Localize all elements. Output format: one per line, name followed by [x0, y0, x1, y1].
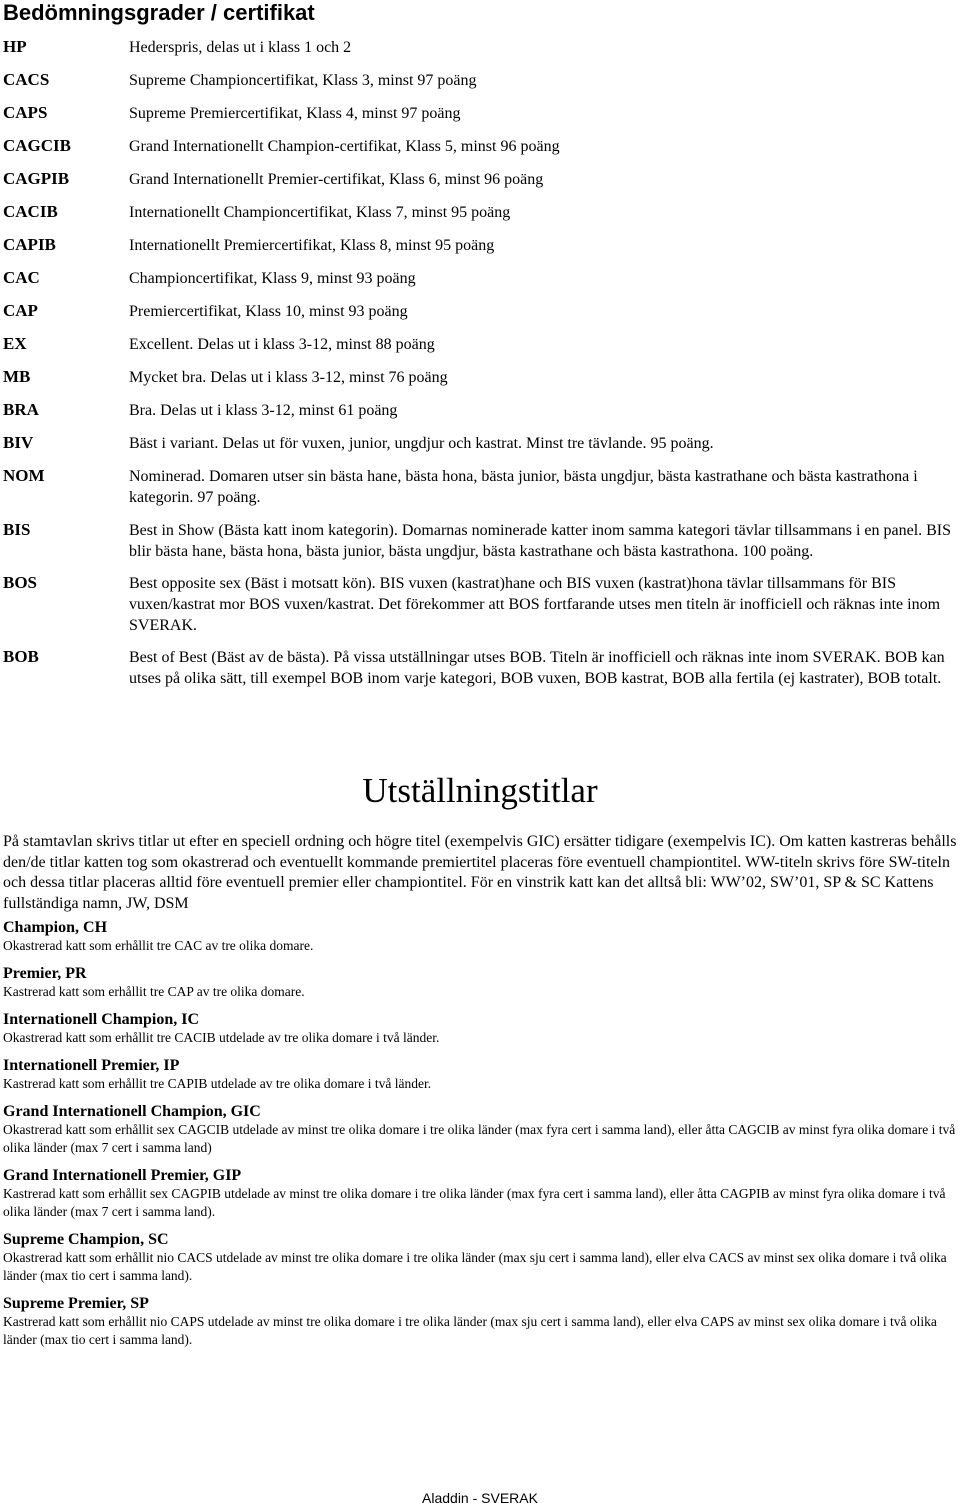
grade-abbr: CACS	[3, 70, 50, 89]
intro-paragraph: På stamtavlan skrivs titlar ut efter en speciell ordning och högre titel (exempelvis GIC) ersätter tidigare (exempelvis IC). Om katten kastreras behålls den/de titlar katten tog som okastrerad och eventuellt kommande premiertitel placeras före eventuell championtitel. WW-titeln skrivs före SW-titeln och dessa titlar placeras alltid före eventuell premier eller championtitel. För en vinstrik katt kan det alltså bli: WW’02, SW’01, SP & SC Kattens fullständiga namn, JW, DSM	[3, 833, 957, 913]
grade-row	[3, 573, 958, 636]
title-entry	[3, 1294, 958, 1349]
section-title: Utställningstitlar	[362, 771, 598, 810]
title-name: Internationell Premier, IP	[3, 1057, 180, 1074]
grade-row	[3, 334, 958, 355]
title-name: Grand Internationell Champion, GIC	[3, 1103, 261, 1120]
title-entry	[3, 1102, 958, 1157]
grade-row	[3, 466, 958, 508]
grade-abbr: BRA	[3, 400, 39, 419]
grade-row	[3, 433, 958, 454]
grade-row	[3, 169, 958, 190]
title-entry	[3, 1056, 958, 1093]
grade-row	[3, 301, 958, 322]
grade-abbr: BOS	[3, 573, 38, 592]
titles-list	[3, 918, 958, 1349]
grade-abbr: HP	[3, 37, 27, 56]
grade-row	[3, 268, 958, 289]
grade-abbr: CAP	[3, 301, 38, 320]
page-heading: Bedömningsgrader / certifikat	[3, 0, 315, 25]
title-name: Supreme Premier, SP	[3, 1295, 149, 1312]
grade-desc: Best of Best (Bäst av de bästa). På vissa utställningar utses BOB. Titeln är inofficiell och räknas inte inom SVERAK. BOB kan utses på olika sätt, till exempel BOB inom varje kategori, BOB vuxen, BOB kastrat, BOB alla fertila (ej kastrater), BOB totalt.	[129, 649, 945, 687]
title-desc: Kastrerad katt som erhållit tre CAPIB utdelade av tre olika domare i två länder.	[3, 1076, 432, 1091]
grade-row	[3, 647, 958, 689]
grade-abbr: CAGCIB	[3, 136, 72, 155]
title-name: Champion, CH	[3, 919, 108, 936]
grade-abbr: BIS	[3, 520, 31, 539]
grade-desc: Supreme Championcertifikat, Klass 3, minst 97 poäng	[129, 72, 477, 89]
grade-desc: Internationellt Premiercertifikat, Klass 8, minst 95 poäng	[129, 237, 495, 254]
grade-row	[3, 103, 958, 124]
grade-abbr: BIV	[3, 433, 34, 452]
title-desc: Okastrerad katt som erhållit tre CAC av tre olika domare.	[3, 938, 314, 953]
grade-desc: Mycket bra. Delas ut i klass 3-12, minst 76 poäng	[129, 369, 448, 386]
grade-abbr: EX	[3, 334, 27, 353]
grade-row	[3, 37, 958, 58]
grade-desc: Best in Show (Bästa katt inom kategorin). Domarnas nominerade katter inom samma kategori tävlar tillsammans i en panel. BIS blir bästa hane, bästa hona, bästa junior, bästa ungdjur, bästa kastrathane och bästa kastrathona. 100 poäng.	[129, 522, 952, 560]
grade-desc: Premiercertifikat, Klass 10, minst 93 poäng	[129, 303, 408, 320]
grade-desc: Best opposite sex (Bäst i motsatt kön). BIS vuxen (kastrat)hane och BIS vuxen (kastrat)hona tävlar tillsammans för BIS vuxen/kastrat mor BOS vuxen/kastrat. Det förekommer att BOS fortfarande utses men titeln är inofficiell och räknas inte inom SVERAK.	[129, 575, 941, 634]
grade-row	[3, 202, 958, 223]
grade-abbr: CAGPIB	[3, 169, 70, 188]
grade-desc: Grand Internationellt Premier-certifikat, Klass 6, minst 96 poäng	[129, 171, 544, 188]
title-entry	[3, 918, 958, 955]
title-name: Grand Internationell Premier, GIP	[3, 1167, 242, 1184]
grade-desc: Supreme Premiercertifikat, Klass 4, minst 97 poäng	[129, 105, 461, 122]
grade-abbr: NOM	[3, 466, 45, 485]
title-desc: Okastrerad katt som erhållit nio CACS utdelade av minst tre olika domare i tre olika länder (max sju cert i samma land), eller elva CACS av minst sex olika domare i två olika länder (max tio cert i samma land).	[3, 1250, 947, 1283]
title-name: Internationell Champion, IC	[3, 1011, 200, 1028]
title-entry	[3, 1010, 958, 1047]
grade-row	[3, 235, 958, 256]
title-entry	[3, 1166, 958, 1221]
grade-desc: Excellent. Delas ut i klass 3-12, minst 88 poäng	[129, 336, 435, 353]
grade-desc: Nominerad. Domaren utser sin bästa hane, bästa hona, bästa junior, bästa ungdjur, bästa kastrathane och bästa kastrathona i kategorin. 97 poäng.	[129, 468, 918, 506]
grade-row	[3, 367, 958, 388]
grade-row	[3, 136, 958, 157]
page-footer: Aladdin - SVERAK	[422, 1490, 538, 1506]
title-name: Premier, PR	[3, 965, 87, 982]
grade-abbr: CAC	[3, 268, 40, 287]
title-entry	[3, 1230, 958, 1285]
title-desc: Kastrerad katt som erhållit sex CAGPIB utdelade av minst tre olika domare i tre olika länder (max fyra cert i samma land), eller åtta CAGPIB av minst fyra olika domare i två olika länder (max 7 cert i samma land).	[3, 1186, 946, 1219]
grade-desc: Championcertifikat, Klass 9, minst 93 poäng	[129, 270, 416, 287]
grade-row	[3, 400, 958, 421]
title-desc: Kastrerad katt som erhållit tre CAP av tre olika domare.	[3, 984, 305, 999]
title-desc: Okastrerad katt som erhållit tre CACIB utdelade av tre olika domare i två länder.	[3, 1030, 440, 1045]
grade-row	[3, 520, 958, 562]
grade-abbr: CACIB	[3, 202, 58, 221]
grade-abbr: CAPIB	[3, 235, 56, 254]
grade-desc: Bra. Delas ut i klass 3-12, minst 61 poäng	[129, 402, 398, 419]
grade-row	[3, 70, 958, 91]
grade-desc: Bäst i variant. Delas ut för vuxen, junior, ungdjur och kastrat. Minst tre tävlande. 95 poäng.	[129, 435, 714, 452]
grade-abbr: CAPS	[3, 103, 48, 122]
grade-desc: Internationellt Championcertifikat, Klass 7, minst 95 poäng	[129, 204, 511, 221]
grade-abbr: MB	[3, 367, 31, 386]
title-desc: Kastrerad katt som erhållit nio CAPS utdelade av minst tre olika domare i tre olika länder (max sju cert i samma land), eller elva CAPS av minst sex olika domare i två olika länder (max tio cert i samma land).	[3, 1314, 937, 1347]
grade-abbr: BOB	[3, 647, 39, 666]
grade-desc: Hederspris, delas ut i klass 1 och 2	[129, 39, 352, 56]
title-entry	[3, 964, 958, 1001]
title-name: Supreme Champion, SC	[3, 1231, 169, 1248]
grades-table	[3, 37, 958, 689]
title-desc: Okastrerad katt som erhållit sex CAGCIB utdelade av minst tre olika domare i tre olika länder (max fyra cert i samma land), eller åtta CAGCIB av minst fyra olika domare i två olika länder (max 7 cert i samma land)	[3, 1122, 956, 1155]
grade-desc: Grand Internationellt Champion-certifikat, Klass 5, minst 96 poäng	[129, 138, 560, 155]
